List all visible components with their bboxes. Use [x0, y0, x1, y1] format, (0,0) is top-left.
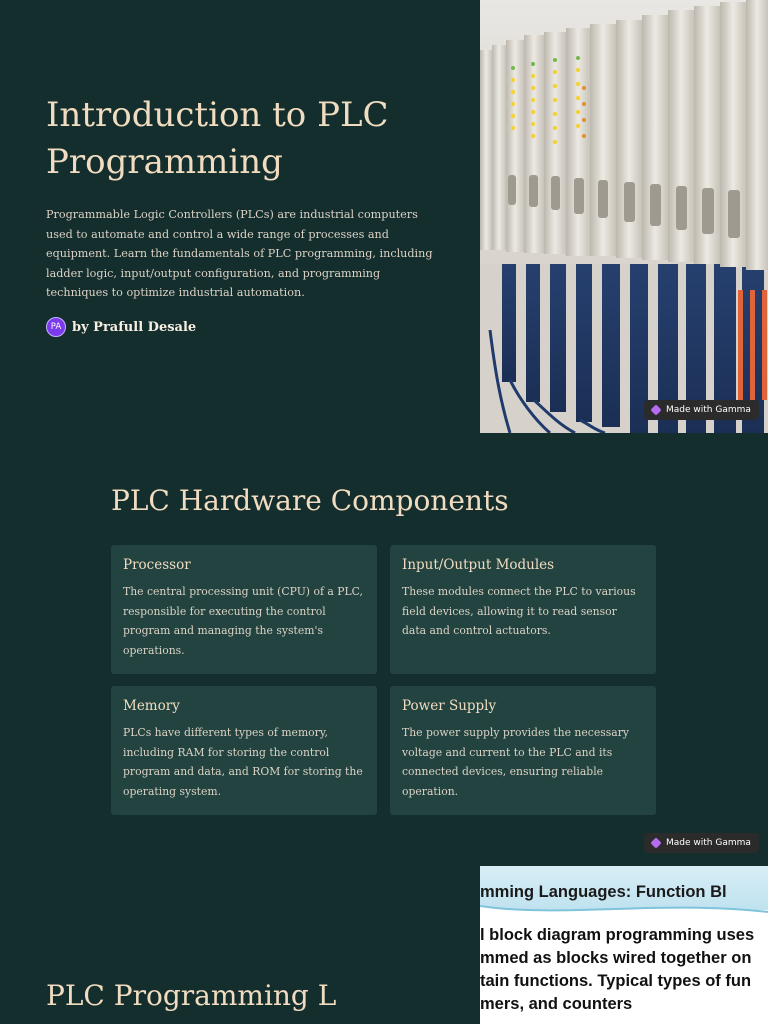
header-wave: [480, 904, 768, 918]
image-line: mers, and counters: [480, 995, 633, 1013]
made-with-gamma-badge[interactable]: [644, 400, 759, 420]
badge-label: Made with Gamma: [666, 838, 751, 848]
card-title: Input/Output Modules: [402, 557, 555, 573]
plc-rack-photo: [480, 0, 768, 433]
card-io-modules: [390, 545, 656, 674]
card-title: Processor: [123, 557, 191, 573]
image-line: tain functions. Typical types of fun: [480, 972, 752, 990]
page-title: Introduction to PLC Programming: [46, 95, 389, 182]
section-title: PLC Programming L: [46, 979, 337, 1012]
card-body: The central processing unit (CPU) of a PLC, responsible for executing the control program and managing the system's operations.: [123, 585, 363, 657]
made-with-gamma-badge[interactable]: [644, 833, 759, 853]
section-title: PLC Hardware Components: [111, 484, 509, 517]
card-body: These modules connect the PLC to various field devices, allowing it to read sensor data and control actuators.: [402, 585, 636, 637]
image-line: mmed as blocks wired together on: [480, 949, 752, 967]
slide-hardware: [0, 433, 768, 866]
gamma-logo-icon: [650, 837, 661, 848]
gamma-logo-icon: [650, 404, 661, 415]
card-body: PLCs have different types of memory, including RAM for storing the control program and data, and ROM for storing the operating system.: [123, 726, 363, 798]
author-line: [46, 316, 196, 338]
function-block-slide-image: [480, 866, 768, 1024]
slide-intro: [0, 0, 768, 433]
slide-programming-languages: [0, 866, 768, 1024]
badge-label: Made with Gamma: [666, 405, 751, 415]
card-processor: [111, 545, 377, 674]
card-power-supply: [390, 686, 656, 815]
avatar: PA: [46, 317, 66, 337]
image-heading: mming Languages: Function Bl: [480, 883, 727, 901]
intro-description: Programmable Logic Controllers (PLCs) are industrial computers used to automate and control a wide range of processes and equipment. Learn the fundamentals of PLC programming, including ladder logic, input/output configuration, and programming techniques to optimize industrial automation.: [46, 208, 433, 299]
card-title: Memory: [123, 698, 180, 714]
card-body: The power supply provides the necessary voltage and current to the PLC and its connected devices, ensuring reliable operation.: [402, 726, 629, 798]
image-line: l block diagram programming uses: [480, 926, 755, 944]
card-title: Power Supply: [402, 698, 497, 714]
card-memory: [111, 686, 377, 815]
author-name: by Prafull Desale: [72, 319, 197, 335]
